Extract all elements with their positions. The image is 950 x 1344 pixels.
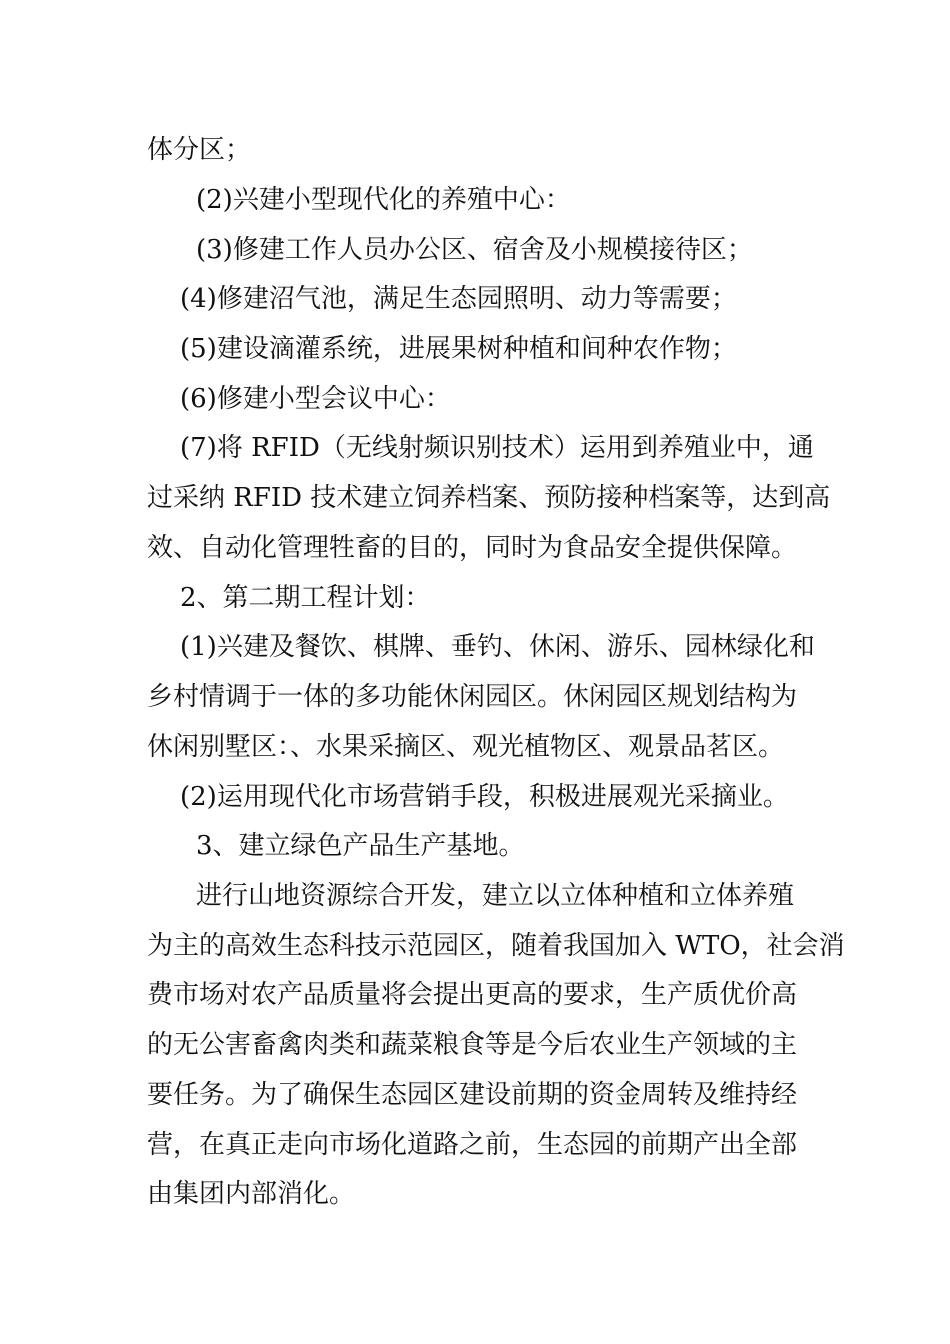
text-line: 要任务。为了确保生态园区建设前期的资金周转及维持经 — [147, 1080, 798, 1110]
text-line: (6)修建小型会议中心： — [180, 384, 451, 414]
text-line: 营，在真正走向市场化道路之前，生态园的前期产出全部 — [147, 1130, 798, 1160]
text-line: 的无公害畜禽肉类和蔬菜粮食等是今后农业生产领域的主 — [147, 1030, 798, 1060]
text-line: (7)将 RFID（无线射频识别技术）运用到养殖业中，通 — [180, 433, 814, 463]
text-line: 休闲别墅区：、水果采摘区、观光植物区、观景品茗区。 — [147, 732, 785, 762]
text-line: 乡村情调于一体的多功能休闲园区。休闲园区规划结构为 — [147, 682, 798, 712]
text-line: 3、建立绿色产品生产基地。 — [196, 831, 525, 861]
text-line: 为主的高效生态科技示范园区，随着我国加入 WTO，社会消 — [147, 931, 845, 961]
text-line: (4)修建沼气池，满足生态园照明、动力等需要； — [180, 284, 737, 314]
text-line: 由集团内部消化。 — [147, 1179, 356, 1209]
text-line: (1)兴建及餐饮、棋牌、垂钓、休闲、游乐、园林绿化和 — [180, 632, 815, 662]
text-line: 进行山地资源综合开发，建立以立体种植和立体养殖 — [196, 881, 795, 911]
text-line: 2、第二期工程计划： — [180, 583, 431, 613]
text-line: (2)兴建小型现代化的养殖中心： — [196, 185, 571, 215]
text-line: (3)修建工作人员办公区、宿舍及小规模接待区； — [196, 235, 753, 265]
text-line: 过采纳 RFID 技术建立饲养档案、预防接种档案等，达到高 — [147, 483, 831, 513]
text-line: 体分区； — [147, 135, 252, 165]
text-line: 效、自动化管理牲畜的目的，同时为食品安全提供保障。 — [147, 533, 798, 563]
text-line: (2)运用现代化市场营销手段，积极进展观光采摘业。 — [180, 782, 789, 812]
text-line: (5)建设滴灌系统，进展果树种植和间种农作物； — [180, 334, 737, 364]
text-line: 费市场对农产品质量将会提出更高的要求，生产质优价高 — [147, 980, 798, 1010]
